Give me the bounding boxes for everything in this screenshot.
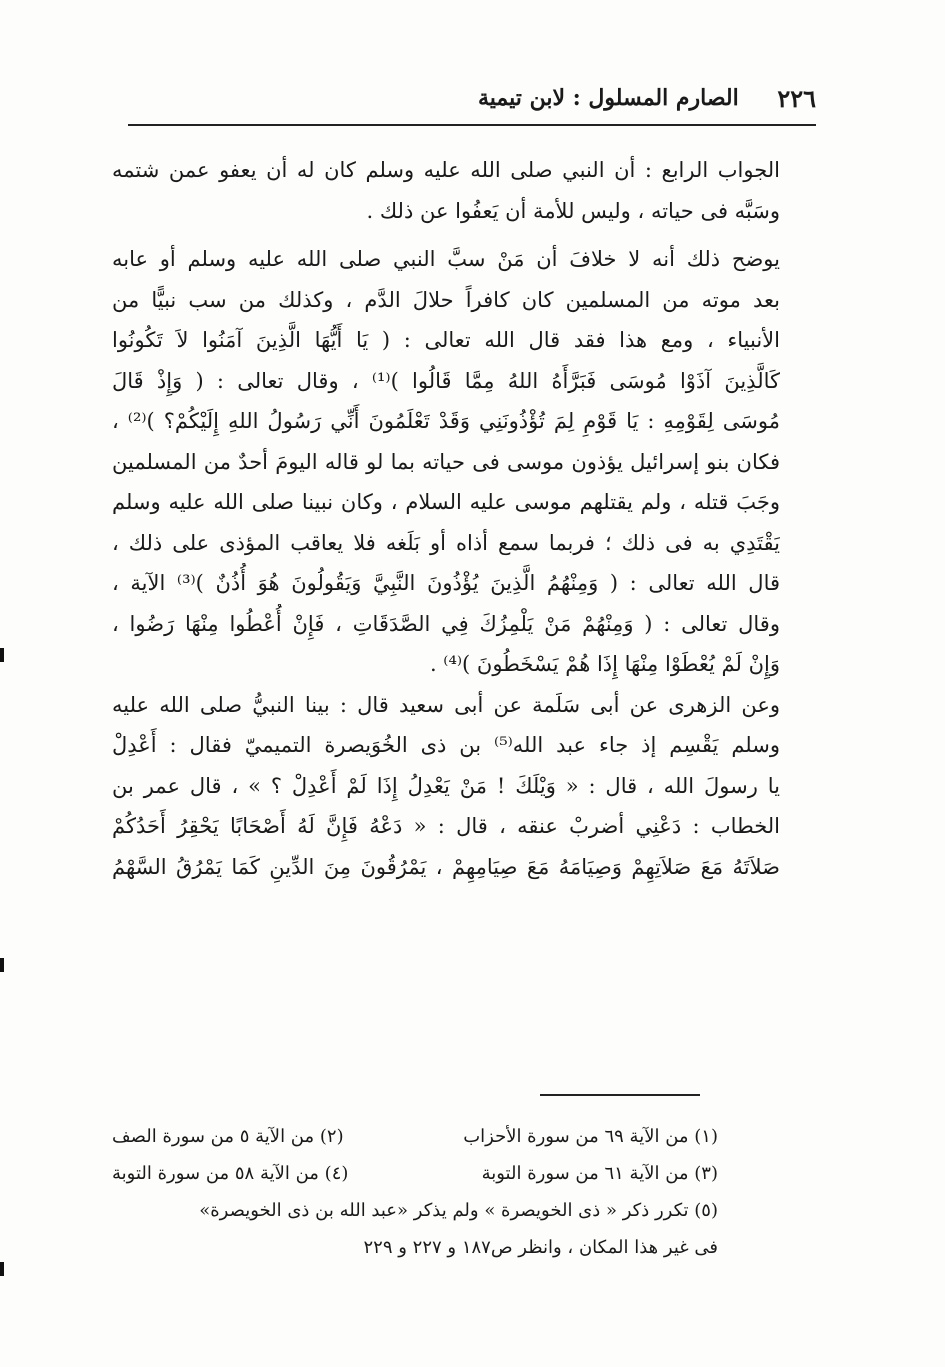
text-line: مُوسَى لِقَوْمِهِ : يَا قَوْمِ لِمَ تُؤْذُونَنِي وَقَدْ تَعْلَمُونَ أَنِّي رَسُولُ اللهِ إِلَيْكُمْ؟ )⁽²⁾ ،	[112, 409, 780, 433]
footnote-row	[112, 1155, 718, 1192]
text-line: يوضح ذلك أنه لا خلافَ أن مَنْ سبَّ النبي صلى الله عليه وسلم أو عابه	[112, 247, 780, 271]
text-line: بعد موته من المسلمين كان كافراً حلالَ الدَّم ، وكذلك من سب نبيًّا من	[112, 287, 780, 312]
footnote-row	[112, 1118, 718, 1155]
footnote-rule	[540, 1094, 700, 1096]
text-line: الجواب الرابع : أن النبي صلى الله عليه وسلم كان له أن يعفو عمن شتمه	[112, 158, 780, 182]
text-line: وقال تعالى : ( وَمِنْهُمْ مَنْ يَلْمِزُكَ فِي الصَّدَقَاتِ ، فَإِنْ أُعْطُوا مِنْهَا رَضُوا ،	[112, 611, 780, 636]
text-line: صَلاَتَهُ مَعَ صَلاَتِهِمْ وَصِيَامَهُ مَعَ صِيَامِهِمْ ، يَمْرُقُونَ مِنَ الدِّينِ كَمَا يَمْرُقُ السَّهْمُ	[112, 854, 780, 879]
header-rule	[128, 124, 816, 126]
footnote-5-continued: فى غير هذا المكان ، وانظر ص١٨٧ و ٢٢٧ و ٢٢٩	[363, 1237, 718, 1258]
text-line: وعن الزهرى عن أبى سَلَمة عن أبى سعيد قال : بينا النبيُّ صلى الله عليه	[112, 692, 780, 717]
footnote-1: (١) من الآية ٦٩ من سورة الأحزاب	[463, 1126, 718, 1147]
text-line: فكان بنو إسرائيل يؤذون موسى فى حياته بما لو قاله اليومَ أحدٌ من المسلمين	[112, 449, 780, 474]
text-line: وسلم يَقْسِم إذ جاء عبد الله⁽⁵⁾ بن ذى الخُوَيصرة التميميّ فقال : أَعْدِلْ	[112, 733, 780, 757]
text-line: كَالَّذِينَ آذَوْا مُوسَى فَبَرَّأَهُ اللهُ مِمَّا قَالُوا )⁽¹⁾ ، وقال تعالى : ( وَإِذْ قَالَ	[112, 368, 780, 393]
footnote-2: (٢) من الآية ٥ من سورة الصف	[112, 1126, 344, 1147]
scan-edge-mark	[0, 958, 4, 972]
footnote-3: (٣) من الآية ٦١ من سورة التوبة	[481, 1163, 718, 1184]
scan-edge-mark	[0, 648, 4, 662]
text-line: يَقْتَدِي به فى ذلك ؛ فربما سمع أذاه أو بَلَغه فلا يعاقب المؤذى على ذلك ،	[112, 530, 780, 555]
text-line: الأنبياء ، ومع هذا فقد قال الله تعالى : ( يَا أَيُّهَا الَّذِينَ آمَنُوا لاَ تَكُونُوا	[112, 328, 780, 352]
text-line: قال الله تعالى : ( وَمِنْهُمُ الَّذِينَ يُؤْذُونَ النَّبِيَّ وَيَقُولُونَ هُوَ أُذُنٌ )⁽³⁾ الآية ،	[112, 571, 780, 595]
footnotes	[112, 1118, 718, 1266]
text-line: وسَبَّه فى حياته ، وليس للأمة أن يَعفُوا عن ذلك .	[366, 198, 780, 223]
page-number: ٢٢٦	[777, 83, 816, 113]
main-text	[112, 150, 780, 887]
paragraph-1	[112, 150, 780, 231]
text-line: وجَبَ قتله ، ولم يقتلهم موسى عليه السلام ، وكان نبينا صلى الله عليه وسلم	[112, 490, 780, 514]
text-line: يا رسولَ الله ، قال : « وَيْلَكَ ! مَنْ يَعْدِلُ إِذَا لَمْ أَعْدِلْ ؟ » ، قال عمر بن	[112, 773, 780, 798]
text-line: الخطاب : دَعْنِي أضربْ عنقه ، قال : « دَعْهُ فَإِنَّ لَهُ أَصْحَابًا يَحْقِرُ أَحَدُكُمْ	[112, 814, 780, 838]
paragraph-2	[112, 239, 780, 685]
footnote-5: (٥) تكرر ذكر « ذى الخويصرة » ولم يذكر «عبد الله بن ذى الخويصرة»	[199, 1200, 718, 1221]
running-title: الصارم المسلول : لابن تيمية	[478, 85, 739, 111]
paragraph-3	[112, 685, 780, 888]
running-header	[128, 78, 816, 118]
text-line: وَإِنْ لَمْ يُعْطَوْا مِنْهَا إِذَا هُمْ يَسْخَطُونَ )⁽⁴⁾ .	[429, 652, 780, 676]
footnote-4: (٤) من الآية ٥٨ من سورة التوبة	[112, 1163, 349, 1184]
scan-edge-mark	[0, 1262, 4, 1276]
